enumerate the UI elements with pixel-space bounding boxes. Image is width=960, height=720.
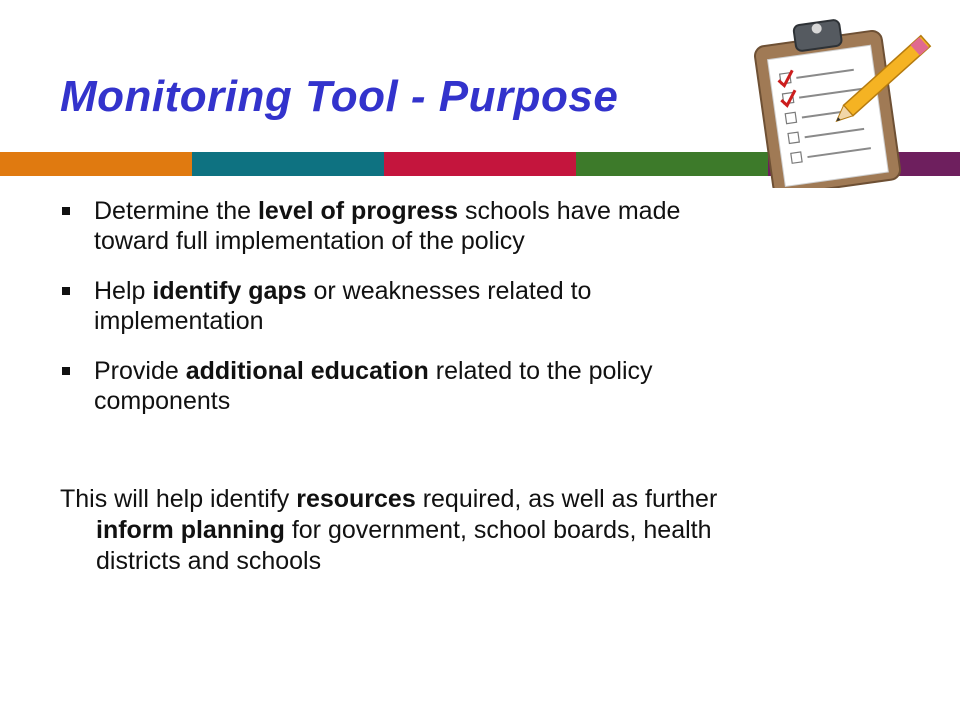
slide-title: Monitoring Tool - Purpose bbox=[60, 72, 619, 121]
band-segment-teal bbox=[192, 152, 384, 176]
bullet-item: Determine the level of progress schools have made toward full implementation of the policy bbox=[60, 196, 860, 256]
bullet-square-icon bbox=[62, 207, 70, 215]
bullet-item: Help identify gaps or weaknesses related to implementation bbox=[60, 276, 860, 336]
clipboard-checklist-pencil-icon bbox=[740, 6, 940, 188]
band-segment-crimson bbox=[384, 152, 576, 176]
bullet-square-icon bbox=[62, 287, 70, 295]
bullet-list bbox=[60, 196, 860, 436]
band-segment-orange bbox=[0, 152, 192, 176]
summary-paragraph: This will help identify resources required, as well as further inform planning for government, school boards, health districts and schools bbox=[60, 485, 718, 575]
bullet-square-icon bbox=[62, 367, 70, 375]
bullet-item: Provide additional education related to the policy components bbox=[60, 356, 860, 416]
